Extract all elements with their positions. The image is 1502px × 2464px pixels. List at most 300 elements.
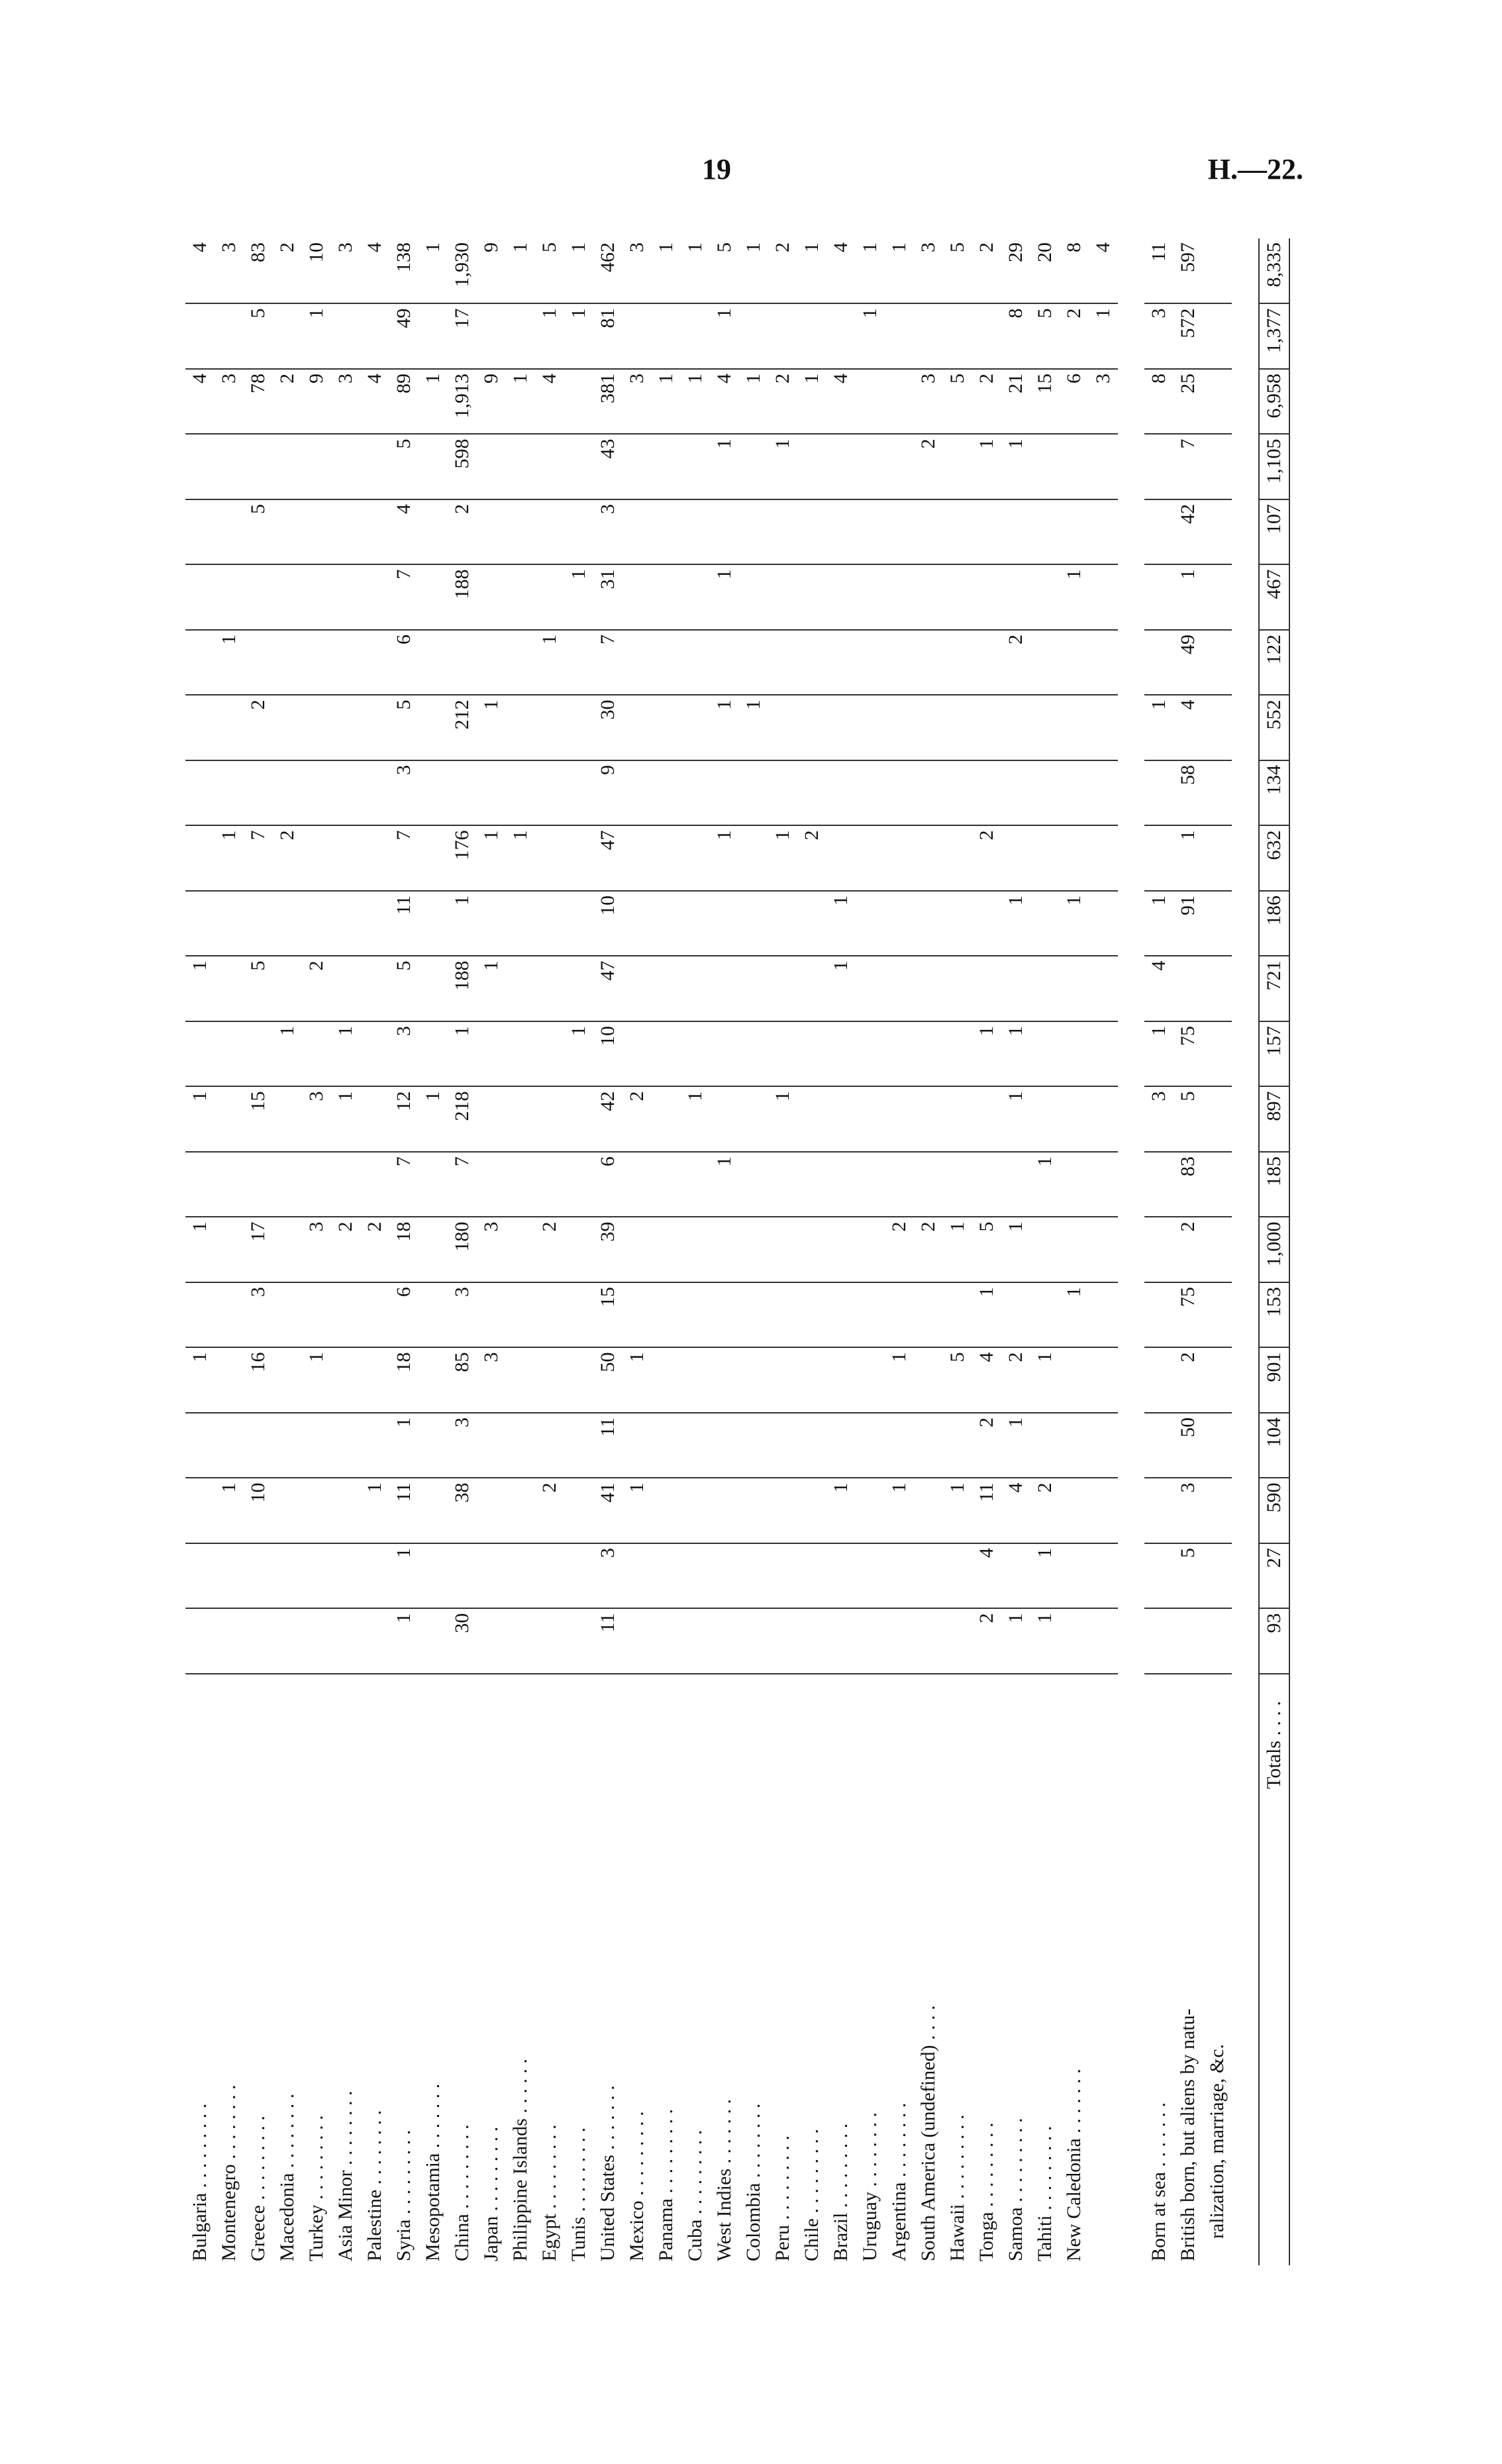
table-cell: 3 [1174,1478,1203,1544]
table-cell [564,1478,593,1544]
table-cell [1089,1087,1118,1153]
table-cell [302,1609,331,1674]
table-cell [623,956,652,1022]
table-cell: 1 [389,1413,419,1478]
table-cell: 1 [943,1478,972,1544]
table-cell [797,1282,826,1348]
table-cell: 1 [943,1217,972,1283]
table-cell [826,1087,856,1153]
table-cell: 3 [389,760,419,826]
table-cell [885,1413,914,1478]
table-cell [972,1087,1001,1153]
table-cell [914,499,943,565]
table-cell [681,760,710,826]
table-cell: 138 [389,238,419,304]
table-cell: 5 [972,1217,1001,1283]
table-cell: 83 [244,238,273,304]
table-cell: 10 [302,238,331,304]
table-cell [768,1282,797,1348]
table-cell [710,1543,739,1609]
table-cell: 4 [972,1543,1001,1609]
table-cell [215,1609,244,1674]
table-cell [477,1543,506,1609]
table-cell [331,304,360,370]
table-cell: 5 [1174,1543,1203,1609]
table-cell: 3 [477,1217,506,1283]
table-cell: 3 [914,238,943,304]
table-cell [826,1609,856,1674]
table-cell [914,1087,943,1153]
table-cell: 31 [593,565,623,631]
table-row [856,238,885,2265]
table-cell [768,1413,797,1478]
table-cell [797,956,826,1022]
table-cell: 1 [768,826,797,892]
table-cell: 6,958 [1259,369,1289,435]
table-cell [652,1087,681,1153]
table-cell [360,1021,389,1087]
table-cell [885,304,914,370]
table-row [302,238,331,2265]
table-cell [768,1348,797,1413]
table-row [535,238,564,2265]
table-cell: 2 [623,1087,652,1153]
table-cell [506,760,535,826]
table-cell: 39 [593,1217,623,1283]
table-cell: 5 [389,435,419,500]
table-cell: 1,105 [1259,435,1289,500]
table-cell [1144,1282,1174,1348]
table-cell [739,826,768,892]
table-cell [506,1152,535,1217]
table-row [1259,238,1289,2265]
table-cell [768,304,797,370]
table-cell: 901 [1259,1348,1289,1413]
table-cell [1089,499,1118,565]
table-cell: 43 [593,435,623,500]
table-cell [419,304,448,370]
table-cell [185,1021,215,1087]
table-cell [681,1543,710,1609]
row-label: Mexico . . . . . . . . . [626,2111,648,2261]
table-cell [331,956,360,1022]
table-cell [360,1348,389,1413]
table-cell [215,1348,244,1413]
table-cell [331,630,360,695]
table-cell: 3 [1144,304,1174,370]
table-cell [477,1282,506,1348]
table-cell [943,565,972,631]
table-cell [739,891,768,956]
table-cell [273,956,302,1022]
table-cell [564,1543,593,1609]
table-cell [768,1543,797,1609]
table-cell [885,1282,914,1348]
table-cell [535,1152,564,1217]
row-label: Chile . . . . . . . . . [801,2129,823,2261]
table-cell: 38 [448,1478,477,1544]
table-cell [1030,630,1060,695]
table-cell [914,1543,943,1609]
table-cell [797,1152,826,1217]
table-cell: 1 [506,369,535,435]
table-cell: 5 [244,956,273,1022]
table-cell: 20 [1030,238,1060,304]
table-cell [739,1543,768,1609]
table-cell [1060,1217,1089,1283]
table-cell: 1 [710,304,739,370]
table-row [215,238,244,2265]
table-cell: 1 [826,956,856,1022]
table-cell [1144,1152,1174,1217]
table-row [710,238,739,2265]
table-cell [564,1609,593,1674]
table-cell [477,1609,506,1674]
table-cell [1144,499,1174,565]
table-cell: 11 [593,1609,623,1674]
row-label: South America (undefined) . . . . [917,2005,939,2261]
table-cell [652,1543,681,1609]
table-row [826,238,856,2265]
table-cell: 1 [448,1021,477,1087]
table-cell: 1 [710,1152,739,1217]
table-cell [914,1152,943,1217]
table-cell [768,695,797,761]
table-cell [681,1413,710,1478]
table-cell [710,1478,739,1544]
table-cell: 17 [244,1217,273,1283]
table-cell: 29 [1001,238,1030,304]
table-cell [244,1543,273,1609]
row-label: Tonga . . . . . . . . . [976,2122,997,2261]
empty-cell [1203,435,1232,500]
table-cell: 7 [593,630,623,695]
table-cell [564,1217,593,1283]
spacer-row [1118,238,1144,2265]
table-cell: 1 [1030,1543,1060,1609]
table-cell: 4 [1001,1478,1030,1544]
table-cell [885,695,914,761]
table-cell [1174,956,1203,1022]
row-label: Cuba . . . . . . . . . [684,2130,706,2261]
table-cell [477,1021,506,1087]
table-cell [972,891,1001,956]
table-cell [360,630,389,695]
table-cell [797,1543,826,1609]
table-row [360,238,389,2265]
table-cell: 3 [389,1021,419,1087]
table-cell [652,1282,681,1348]
table-row [914,238,943,2265]
table-cell: 1 [302,304,331,370]
row-label: China . . . . . . . . . [451,2124,473,2261]
row-label: Montenegro . . . . . . . . [218,2084,240,2261]
row-label: Panama . . . . . . . . . [655,2109,677,2261]
table-cell [914,1021,943,1087]
table-cell: 7 [1174,435,1203,500]
table-cell [826,1217,856,1283]
table-cell: 1 [302,1348,331,1413]
table-cell [623,565,652,631]
table-cell [564,1413,593,1478]
table-row [506,238,535,2265]
table-cell: 1 [360,1478,389,1544]
table-cell: 1 [797,238,826,304]
row-label: Brazil . . . . . . . . . [830,2123,852,2261]
empty-cell [1203,630,1232,695]
table-cell: 1 [1001,1413,1030,1478]
table-cell [652,826,681,892]
table-cell [564,891,593,956]
table-cell: 1 [1030,1609,1060,1674]
table-cell [1060,499,1089,565]
table-cell: 6 [593,1152,623,1217]
table-cell: 9 [477,369,506,435]
table-row [1089,238,1118,2265]
table-cell [564,1087,593,1153]
table-cell: 5 [389,695,419,761]
table-cell: 1 [623,1348,652,1413]
table-cell [652,1609,681,1674]
row-label: United States . . . . . . . [597,2085,619,2261]
table-cell [1001,565,1030,631]
table-cell: 1 [681,1087,710,1153]
empty-cell [1203,1021,1232,1087]
table-cell [302,695,331,761]
table-cell [215,956,244,1022]
table-cell [914,565,943,631]
table-cell [185,1609,215,1674]
table-cell [797,1021,826,1087]
table-row [652,238,681,2265]
table-cell: 1 [215,630,244,695]
table-cell [419,1217,448,1283]
table-cell: 2 [768,369,797,435]
table-cell [826,1282,856,1348]
table-cell [885,1021,914,1087]
table-cell [273,760,302,826]
row-label: Asia Minor . . . . . . . . [334,2090,356,2261]
table-cell: 188 [448,565,477,631]
row-label: British born, but aliens by natu- [1177,2008,1199,2261]
table-cell [681,1282,710,1348]
table-cell [797,435,826,500]
table-cell: 3 [623,238,652,304]
table-cell [739,1282,768,1348]
table-cell [419,1413,448,1478]
table-cell [1060,1478,1089,1544]
table-cell [943,304,972,370]
table-cell [506,1348,535,1413]
table-cell [419,695,448,761]
table-cell: 1 [1060,1282,1089,1348]
table-cell: 1 [885,238,914,304]
table-cell: 42 [593,1087,623,1153]
table-cell: 4 [972,1348,1001,1413]
table-cell [856,1609,885,1674]
table-row [273,238,302,2265]
table-cell: 4 [360,369,389,435]
table-cell: 3 [1144,1087,1174,1153]
table-cell: 1 [768,1087,797,1153]
table-cell [506,1478,535,1544]
table-cell: 2 [1001,630,1030,695]
table-cell: 81 [593,304,623,370]
table-cell: 2 [972,826,1001,892]
table-cell [506,956,535,1022]
table-cell [739,630,768,695]
empty-cell [1203,1217,1232,1283]
table-cell [1089,1152,1118,1217]
table-cell: 5 [1174,1087,1203,1153]
table-cell: 50 [1174,1413,1203,1478]
empty-cell [1203,1282,1232,1348]
table-cell: 8 [1144,369,1174,435]
table-cell [623,1217,652,1283]
table-cell [943,1413,972,1478]
table-row [593,238,623,2265]
table-cell [1089,956,1118,1022]
table-cell [477,1152,506,1217]
table-cell: 4 [710,369,739,435]
table-cell: 2 [972,1413,1001,1478]
table-cell: 1 [972,435,1001,500]
table-cell [856,630,885,695]
table-cell [885,1087,914,1153]
table-cell: 1 [885,1348,914,1413]
table-cell [681,1021,710,1087]
table-cell: 49 [1174,630,1203,695]
row-label: New Caledonia . . . . . . . [1063,2069,1085,2261]
table-cell: 8,335 [1259,238,1289,304]
table-cell [914,630,943,695]
table-cell: 2 [244,695,273,761]
table-cell: 1 [1174,565,1203,631]
rotated-table-container [185,238,1285,2265]
table-cell: 4 [185,369,215,435]
table-cell: 1 [389,1543,419,1609]
table-cell [244,1152,273,1217]
table-cell [419,891,448,956]
table-cell: 3 [448,1413,477,1478]
table-cell [681,499,710,565]
table-cell: 3 [302,1087,331,1153]
table-cell [1144,826,1174,892]
table-cell [826,760,856,826]
table-cell: 3 [331,238,360,304]
table-cell [1030,1021,1060,1087]
table-cell: 11 [389,1478,419,1544]
table-cell [1089,1413,1118,1478]
table-cell [1144,435,1174,500]
table-cell: 1 [1144,1021,1174,1087]
table-cell [1060,1021,1089,1087]
table-cell [477,760,506,826]
table-cell [331,826,360,892]
table-cell [185,630,215,695]
table-cell: 3 [593,499,623,565]
table-cell [856,760,885,826]
table-cell [564,826,593,892]
table-cell [623,1152,652,1217]
table-cell [477,1478,506,1544]
table-cell: 50 [593,1348,623,1413]
table-cell [1030,1282,1060,1348]
table-cell [1144,565,1174,631]
table-cell [360,891,389,956]
table-cell [535,1021,564,1087]
table-cell [215,1282,244,1348]
table-cell: 9 [593,760,623,826]
table-cell [506,1087,535,1153]
table-cell [652,630,681,695]
row-label: Hawaii . . . . . . . . . [946,2114,968,2261]
table-cell: 7 [448,1152,477,1217]
table-cell [302,565,331,631]
table-cell: 5 [943,369,972,435]
table-cell: 1 [1089,304,1118,370]
table-cell: 7 [389,826,419,892]
table-cell [1174,1609,1203,1674]
table-cell [448,1543,477,1609]
table-row [564,238,593,2265]
table-cell: 1 [710,695,739,761]
table-cell [826,435,856,500]
table-cell: 4 [1174,695,1203,761]
table-cell: 157 [1259,1021,1289,1087]
table-cell: 180 [448,1217,477,1283]
table-cell [506,499,535,565]
table-cell [710,1282,739,1348]
table-cell: 381 [593,369,623,435]
table-row [244,238,273,2265]
table-cell [739,956,768,1022]
table-cell [856,1087,885,1153]
table-cell [1001,695,1030,761]
table-cell [1089,1282,1118,1348]
table-cell [506,1021,535,1087]
table-cell [506,1282,535,1348]
row-label: Greece . . . . . . . . . [247,2116,269,2261]
table-cell [652,565,681,631]
table-cell: 5 [244,304,273,370]
table-cell: 4 [360,238,389,304]
table-cell [1060,956,1089,1022]
empty-cell [1203,956,1232,1022]
table-cell [331,760,360,826]
table-cell: 2 [1174,1217,1203,1283]
table-cell: 107 [1259,499,1289,565]
table-cell [710,1348,739,1413]
table-cell: 632 [1259,826,1289,892]
table-cell: 1 [1174,826,1203,892]
row-label: Egypt . . . . . . . . . [538,2124,560,2261]
table-cell [360,826,389,892]
table-cell: 1 [215,826,244,892]
table-cell [710,1021,739,1087]
table-cell: 1,930 [448,238,477,304]
table-cell [535,760,564,826]
table-cell [360,565,389,631]
table-cell [681,956,710,1022]
table-cell [185,435,215,500]
table-cell [739,435,768,500]
table-cell [535,956,564,1022]
table-cell [623,435,652,500]
table-cell [215,435,244,500]
table-cell [564,956,593,1022]
table-cell: 2 [797,826,826,892]
